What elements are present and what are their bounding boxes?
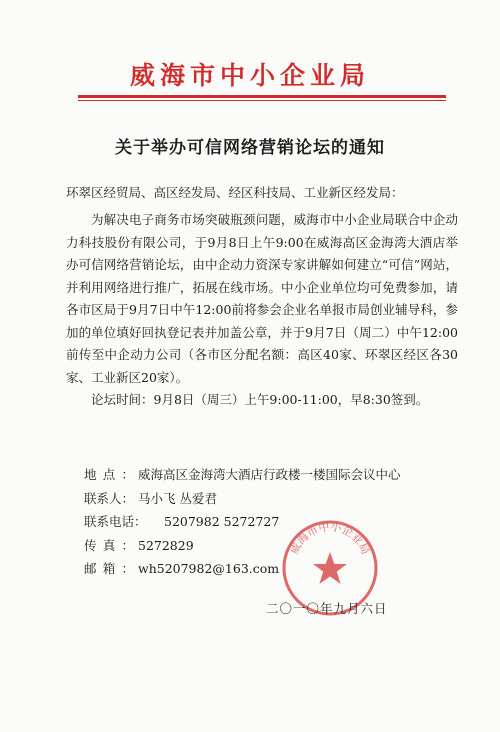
contact-label: 联系电话： bbox=[84, 514, 147, 529]
seal-star-icon bbox=[313, 552, 347, 584]
contact-value: 5272829 bbox=[138, 537, 194, 553]
contact-email: wh5207982@163.com bbox=[138, 561, 280, 576]
contact-label: 传真： bbox=[84, 537, 134, 553]
contact-value: 威海高区金海湾大酒店行政楼一楼国际会议中心 bbox=[138, 467, 401, 482]
seal-text: 威海市中小企业局 bbox=[287, 520, 373, 557]
contact-label: 联系人： bbox=[84, 490, 135, 506]
letterhead-rule-thick bbox=[78, 95, 446, 98]
contact-value: 5207982 5272727 bbox=[164, 514, 280, 529]
issue-date: 二〇一〇年九月六日 bbox=[266, 601, 388, 616]
contact-label: 地点： bbox=[84, 467, 134, 482]
notice-body bbox=[66, 209, 458, 412]
contact-value: 马小飞 丛爱君 bbox=[138, 490, 217, 506]
contact-row-person bbox=[84, 487, 401, 511]
body-paragraph-2: 论坛时间：9月8日（周三）上午9:00-11:00，早8:30签到。 bbox=[91, 392, 429, 407]
contact-row-location bbox=[84, 463, 401, 487]
contact-label: 邮箱： bbox=[84, 561, 134, 576]
salutation: 环翠区经贸局、高区经发局、经区科技局、工业新区经发局： bbox=[66, 185, 404, 200]
letterhead-rule-thin bbox=[78, 100, 446, 101]
letterhead-title: 威海市中小企业局 bbox=[129, 61, 370, 90]
body-paragraph-1: 为解决电子商务市场突破瓶颈问题，威海市中小企业局联合中企动力科技股份有限公司，于9月8日上午9:00在威海高区金海湾大酒店举办可信网络营销论坛，由中企动力资深专家讲解如何建立“可信”网站，并利用网络进行推广，拓展在线市场。中小企业单位均可免费参加，请各市区局于9月7日中午12:00前将参会企业名单报市局创业辅导科，参加的单位填好回执登记表并加盖公章，并于9月7日（周二）中午12:00前传至中企动力公司（各市区分配名额：高区40家、环翠区经区各30家、工业新区20家）。 bbox=[66, 212, 458, 385]
notice-title: 关于举办可信网络营销论坛的通知 bbox=[115, 138, 385, 158]
